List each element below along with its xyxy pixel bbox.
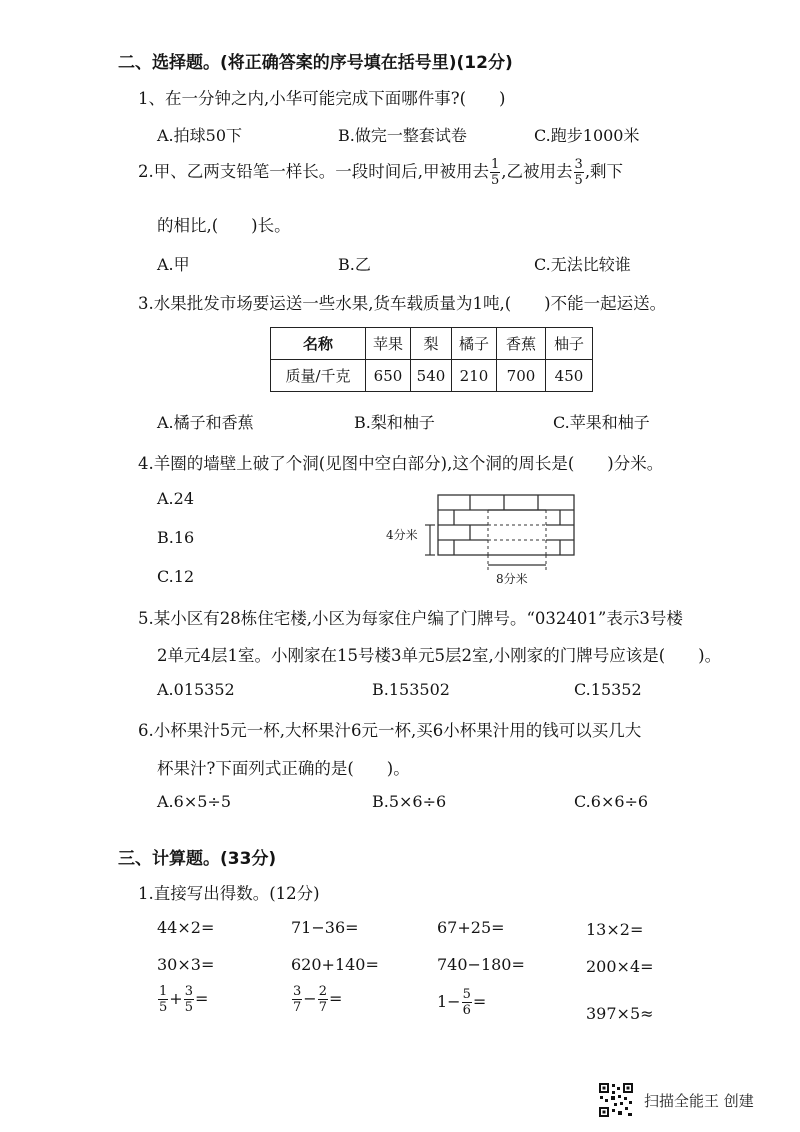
question-3: 3.水果批发市场要运送一些水果,货车载质量为1吨,( )不能一起运送。 — [138, 294, 667, 313]
calc-item: 30×3= — [157, 955, 215, 974]
width-label: 8分米 — [496, 572, 528, 586]
brick-wall-figure — [380, 490, 590, 590]
scanner-watermark: 扫描全能王 创建 — [644, 1092, 754, 1110]
calc-item: 67+25= — [437, 918, 505, 937]
calc-item: 71−36= — [291, 918, 359, 937]
calc-item-one-minus-fraction: 1− $\frac{5}{6}$ = — [437, 987, 487, 1018]
fraction-three-fifths: $\frac{3}{5}$ — [574, 157, 583, 188]
q3-option-b: B.梨和柚子 — [354, 413, 435, 432]
question-1: 1、在一分钟之内,小华可能完成下面哪件事?( ) — [138, 89, 506, 108]
table-cell: 540 — [411, 360, 452, 392]
q3-option-a: A.橘子和香蕉 — [157, 413, 254, 432]
q2-option-c: C.无法比较谁 — [534, 255, 631, 274]
table-cell: 苹果 — [366, 328, 411, 360]
q5-option-c: C.15352 — [574, 680, 642, 699]
q2-option-a: A.甲 — [157, 255, 190, 274]
q1-option-b: B.做完一整套试卷 — [338, 126, 467, 145]
fraction-one-fifth: $\frac{1}{5}$ — [491, 157, 500, 188]
qr-code-icon — [598, 1082, 634, 1118]
table-cell: 700 — [497, 360, 546, 392]
question-5-line1: 5.某小区有28栋住宅楼,小区为每家住户编了门牌号。“032401”表示3号楼 — [138, 609, 683, 628]
table-cell: 210 — [452, 360, 497, 392]
table-header-row — [271, 328, 593, 360]
table-row — [271, 360, 593, 392]
calc-item: 13×2= — [586, 920, 644, 939]
q1-option-c: C.跑步1000米 — [534, 126, 640, 145]
table-cell: 香蕉 — [497, 328, 546, 360]
fruit-weight-table — [270, 327, 593, 392]
q4-option-c: C.12 — [157, 567, 195, 586]
table-cell: 橘子 — [452, 328, 497, 360]
question-5-line2: 2单元4层1室。小刚家在15号楼3单元5层2室,小刚家的门牌号应该是( )。 — [157, 646, 722, 665]
section3-title: 三、计算题。(33分) — [118, 849, 277, 869]
calc-item-fraction-diff: $\frac{3}{7}$ − $\frac{2}{7}$ = — [293, 984, 343, 1015]
q6-option-c: C.6×6÷6 — [574, 792, 649, 811]
q5-option-b: B.153502 — [372, 680, 450, 699]
question-6-line1: 6.小杯果汁5元一杯,大杯果汁6元一杯,买6小杯果汁用的钱可以买几大 — [138, 721, 642, 740]
calc-item: 44×2= — [157, 918, 215, 937]
table-cell: 650 — [366, 360, 411, 392]
section2-title: 二、选择题。(将正确答案的序号填在括号里)(12分) — [118, 53, 513, 73]
calc-item: 200×4= — [586, 957, 654, 976]
question-2-line1: 2.甲、乙两支铅笔一样长。一段时间后,甲被用去 $\frac{1}{5}$ ,乙被用去 $\frac{3}{5}$ ,剩下 — [138, 157, 624, 188]
calc-item: 397×5≈ — [586, 1004, 654, 1023]
calc-item-fraction-sum: $\frac{1}{5}$ + $\frac{3}{5}$ = — [159, 984, 209, 1015]
q4-option-b: B.16 — [157, 528, 195, 547]
question-4: 4.羊圈的墙壁上破了个洞(见图中空白部分),这个洞的周长是( )分米。 — [138, 454, 664, 473]
calc-item: 740−180= — [437, 955, 525, 974]
table-cell: 柚子 — [546, 328, 593, 360]
q3-option-c: C.苹果和柚子 — [553, 413, 650, 432]
q5-option-a: A.015352 — [157, 680, 235, 699]
q6-option-b: B.5×6÷6 — [372, 792, 447, 811]
q6-option-a: A.6×5÷5 — [157, 792, 231, 811]
q1-option-a: A.拍球50下 — [157, 126, 243, 145]
q2-option-b: B.乙 — [338, 255, 371, 274]
question-6-line2: 杯果汁?下面列式正确的是( )。 — [157, 759, 410, 778]
question-2-line2: 的相比,( )长。 — [157, 216, 291, 235]
table-cell: 质量/千克 — [271, 360, 366, 392]
q4-option-a: A.24 — [157, 489, 194, 508]
table-cell: 名称 — [271, 328, 366, 360]
table-cell: 梨 — [411, 328, 452, 360]
calc-item: 620+140= — [291, 955, 379, 974]
section3-sub1: 1.直接写出得数。(12分) — [138, 884, 320, 903]
table-cell: 450 — [546, 360, 593, 392]
height-label: 4分米 — [386, 528, 418, 542]
